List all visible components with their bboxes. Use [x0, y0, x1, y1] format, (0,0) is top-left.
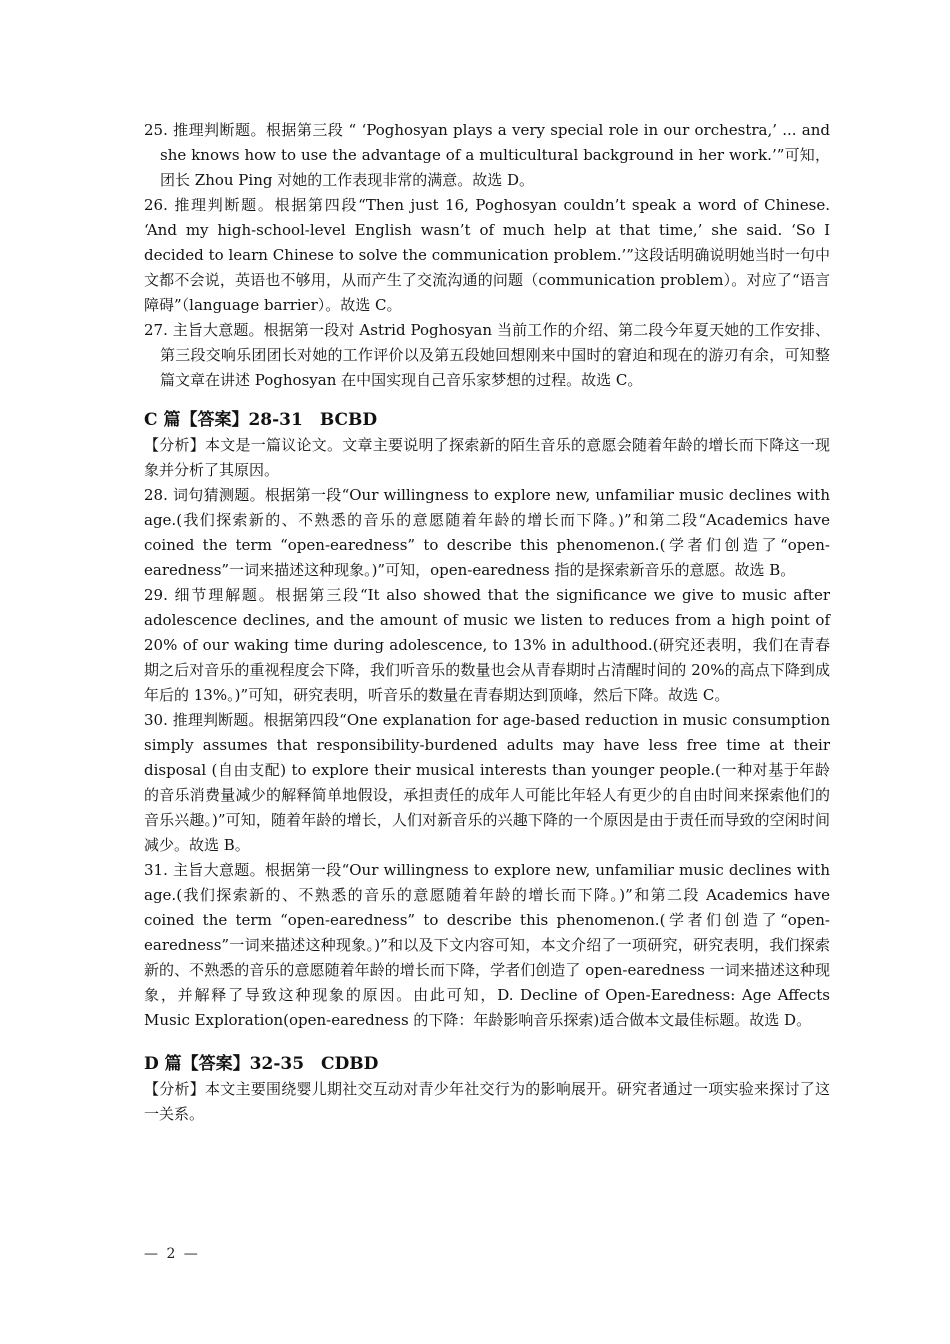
page-number: — 2 — [144, 1246, 200, 1262]
answer-31: 31. 主旨大意题。根据第一段“Our willingness to explore new, unfamiliar music declines with age.(我们探索新的、不熟悉的音乐的意愿随着年龄的增长而下降。)”和第二段 Academics have coined the term “open-earedness” to describe this phenomenon.(学者们创造了“open-earedness”一词来描述这种现象。)”和以及下文内容可知，本文介绍了一项研究，研究表明，我们探索新的、不熟悉的音乐的意愿随着年龄的增长而下降，学者们创造了 open-earedness 一词来描述这种现象，并解释了导致这种现象的原因。由此可知，D. Decline of Open-Earedness: Age Affects Music Exploration(open-earedness 的下降：年龄影响音乐探索)适合做本文最佳标题。故选 D。 [144, 861, 830, 1029]
section-c-heading: C 篇【答案】28-31 BCBD [144, 410, 378, 430]
answer-29: 29. 细节理解题。根据第三段“It also showed that the significance we give to music after adolescence declines, and the amount of music we listen to reduces from a high point of 20% of our waking time during adolescence, to 13% in adulthood.(研究还表明，我们在青春期之后对音乐的重视程度会下降，我们听音乐的数量也会从青春期时占清醒时间的 20%的高点下降到成年后的 13%。)”可知，研究表明，听音乐的数量在青春期达到顶峰，然后下降。故选 C。 [144, 586, 830, 704]
section-c-analysis: 【分析】本文是一篇议论文。文章主要说明了探索新的陌生音乐的意愿会随着年龄的增长而下降这一现象并分析了其原因。 [144, 436, 830, 479]
section-d-analysis: 【分析】本文主要围绕婴儿期社交互动对青少年社交行为的影响展开。研究者通过一项实验来探讨了这一关系。 [144, 1080, 830, 1123]
answer-28: 28. 词句猜测题。根据第一段“Our willingness to explore new, unfamiliar music declines with age.(我们探索新的、不熟悉的音乐的意愿随着年龄的增长而下降。)”和第二段“Academics have coined the term “open-earedness” to describe this phenomenon.(学者们创造了“open-earedness”一词来描述这种现象。)”可知，open-earedness 指的是探索新音乐的意愿。故选 B。 [144, 486, 830, 579]
answer-content [144, 118, 830, 1127]
answer-30: 30. 推理判断题。根据第四段“One explanation for age-based reduction in music consumption simply assumes that responsibility-burdened adults may have less free time at their disposal (自由支配) to explore their musical interests than younger people.(一种对基于年龄的音乐消费量减少的解释简单地假设，承担责任的成年人可能比年轻人有更少的自由时间来探索他们的音乐兴趣。)”可知，随着年龄的增长，人们对新音乐的兴趣下降的一个原因是由于责任而导致的空闲时间减少。故选 B。 [144, 711, 830, 854]
section-d [144, 1051, 830, 1127]
answer-25: 25. 推理判断题。根据第三段 “ ‘Poghosyan plays a very special role in our orchestra,’ ... and she knows how to use the advantage of a multicultural background in her work.’”可知，团长 Zhou Ping 对她的工作表现非常的满意。故选 D。 [144, 121, 830, 189]
answer-26: 26. 推理判断题。根据第四段“Then just 16, Poghosyan couldn’t speak a word of Chinese. ‘And my high-school-level English wasn’t of much help at that time,’ she said. ‘So I decided to learn Chinese to solve the communication problem.’”这段话明确说明她当时一句中文都不会说，英语也不够用，从而产生了交流沟通的问题（communication problem）。对应了“语言障碍”（language barrier）。故选 C。 [144, 196, 830, 314]
answer-27: 27. 主旨大意题。根据第一段对 Astrid Poghosyan 当前工作的介绍、第二段今年夏天她的工作安排、第三段交响乐团团长对她的工作评价以及第五段她回想刚来中国时的窘迫和现在的游刃有余，可知整篇文章在讲述 Poghosyan 在中国实现自己音乐家梦想的过程。故选 C。 [144, 321, 830, 389]
section-d-heading: D 篇【答案】32-35 CDBD [144, 1054, 379, 1074]
section-c [144, 407, 830, 1033]
